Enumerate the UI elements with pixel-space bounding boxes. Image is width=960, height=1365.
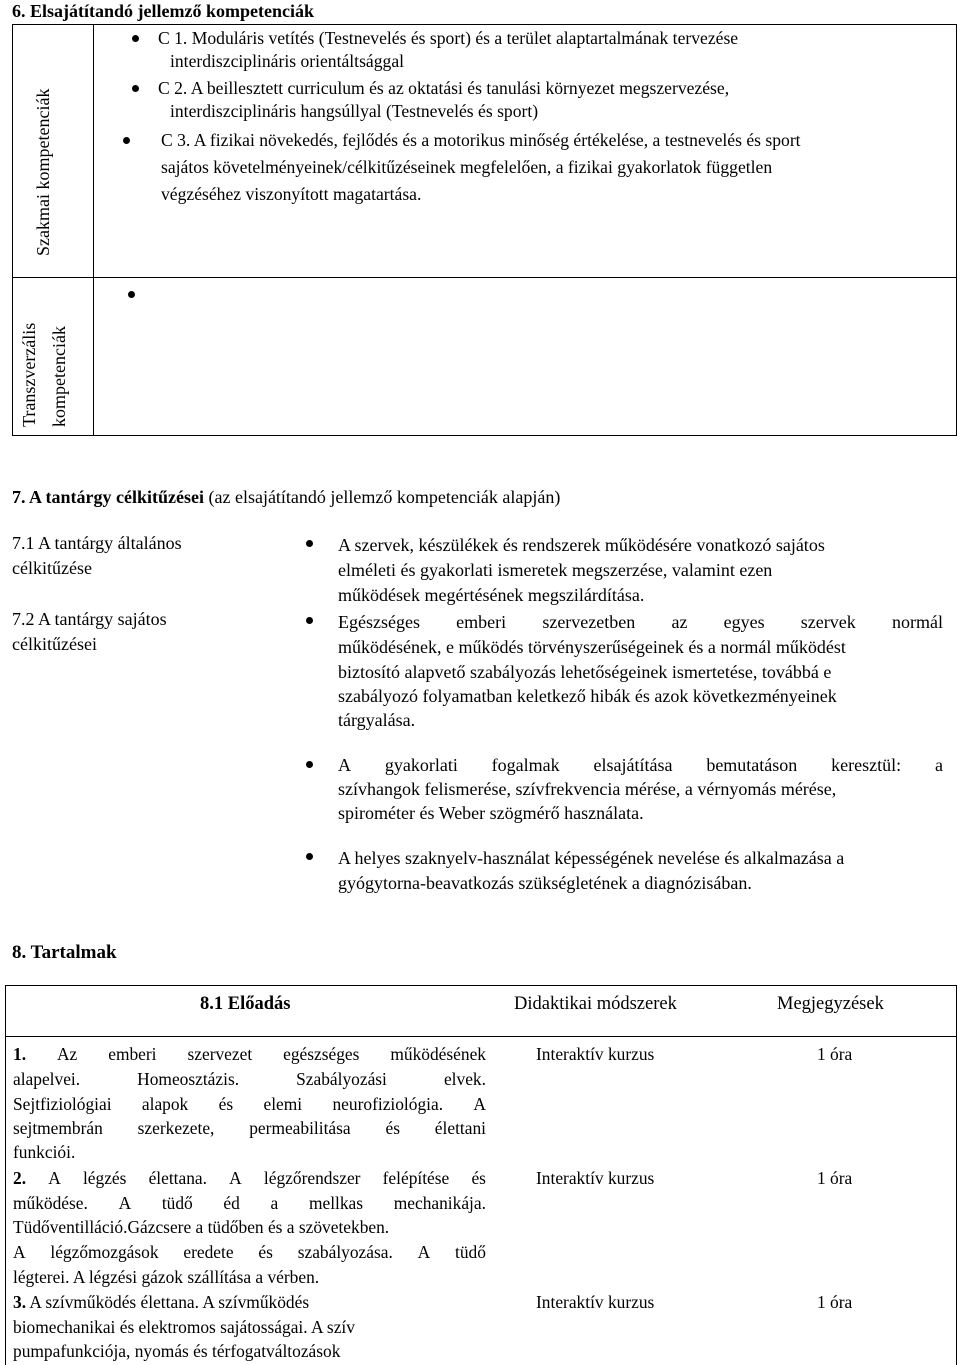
word: A	[338, 755, 351, 775]
row-2-line-1	[13, 1166, 486, 1191]
specific-objective-label-1: 7.2 A tantárgy sajátos	[12, 609, 167, 629]
general-objective-label-1: 7.1 A tantárgy általános	[12, 533, 182, 553]
word: mellkas	[308, 1193, 364, 1213]
word: éd	[223, 1193, 240, 1213]
word: és	[258, 1242, 273, 1262]
bullet-objective-1	[306, 540, 313, 547]
transzverzalis-label-1: Transzverzális	[19, 322, 39, 427]
row-2-line-4	[13, 1240, 486, 1265]
word: működése.	[13, 1193, 88, 1213]
word: elvek.	[443, 1069, 486, 1089]
bullet-c2	[132, 85, 139, 92]
word: emberi	[456, 612, 507, 632]
objective-4-line-2: gyógytorna-beavatkozás szükségletének a diagnózisában.	[338, 873, 752, 893]
word: neurofiziológia.	[332, 1094, 444, 1114]
row-3-line-3: pumpafunkciója, nyomás és térfogatváltozások	[13, 1341, 341, 1361]
row-2-line-2	[13, 1191, 486, 1216]
col-header-didaktikai: Didaktikai módszerek	[514, 994, 677, 1014]
bullet-objective-2	[306, 617, 313, 624]
competence-table	[12, 24, 957, 436]
word: sejtmembrán	[13, 1118, 103, 1138]
word: Az	[57, 1044, 78, 1064]
transzverzalis-label-2: kompetenciák	[49, 326, 69, 427]
row-1-line-2	[13, 1067, 486, 1092]
word: légzés	[82, 1168, 127, 1188]
objective-3-line-3: spirométer és Weber szögmérő használata.	[338, 803, 644, 823]
section-6-title: 6. Elsajátítandó jellemző kompetenciák	[12, 1, 314, 21]
row-divider	[13, 277, 956, 278]
word: A	[48, 1168, 61, 1188]
szakmai-kompetenciak-label: Szakmai kompetenciák	[33, 88, 53, 256]
c2-line-1: C 2. A beillesztett curriculum és az oktatási és tanulási környezet megszervezése,	[158, 78, 730, 98]
word: keresztül:	[831, 755, 902, 775]
word: tüdő	[161, 1193, 193, 1213]
word: eredete	[183, 1242, 234, 1262]
word: egészséges	[283, 1044, 360, 1064]
section-7-title	[12, 484, 560, 510]
word: A	[13, 1242, 26, 1262]
objective-1-line-2: elméleti és gyakorlati ismeretek megszerzése, valamint ezen	[338, 560, 773, 580]
word: működésének	[390, 1044, 486, 1064]
word: bemutatáson	[706, 755, 798, 775]
word: és	[385, 1118, 400, 1138]
word: gyakorlati	[384, 755, 458, 775]
word: szervezet	[187, 1044, 253, 1064]
objective-1-line-1: A szervek, készülékek és rendszerek működésére vonatkozó sajátos	[338, 535, 825, 555]
objective-1-line-3: működések megértésének megszilárdítása.	[338, 585, 645, 605]
word: egyes	[723, 612, 765, 632]
objective-2-line-1	[338, 609, 943, 635]
row-2-line-5: légterei. A légzési gázok szállítása a vérben.	[13, 1267, 320, 1287]
word: légzőmozgások	[50, 1242, 159, 1262]
word: felépítése	[382, 1168, 450, 1188]
section-7-title-bold: 7. A tantárgy célkitűzései	[12, 487, 204, 507]
word: szerkezete,	[137, 1118, 215, 1138]
word: elsajátítása	[593, 755, 673, 775]
word: légzőrendszer	[263, 1168, 361, 1188]
row-3-number: 3.	[13, 1292, 27, 1312]
bullet-transzverzalis	[128, 291, 135, 298]
word: szervek	[800, 612, 856, 632]
word: alapelvei.	[13, 1069, 81, 1089]
col-header-megjegyzesek: Megjegyzések	[777, 994, 884, 1014]
word: a	[934, 755, 943, 775]
row-2-number: 2.	[13, 1168, 27, 1188]
bullet-objective-3	[306, 761, 313, 768]
section-7-title-rest: (az elsajátítandó jellemző kompetenciák alapján)	[203, 487, 561, 507]
objective-2-line-3: biztosító alapvető szabályozás lehetőségeinek ismertetése, továbbá e	[338, 662, 832, 682]
row-1-method: Interaktív kurzus	[536, 1044, 655, 1064]
row-1-number: 1.	[13, 1044, 27, 1064]
row-2-line-3: Tüdőventilláció.Gázcsere a tüdőben és a szövetekben.	[13, 1217, 390, 1237]
objective-2-line-5: tárgyalása.	[338, 710, 416, 730]
word: alapok	[141, 1094, 189, 1114]
word: A	[417, 1242, 431, 1262]
row-3-line-2: biomechanikai és elektromos sajátosságai. A szív	[13, 1317, 355, 1337]
word: A	[118, 1193, 132, 1213]
word: élettana.	[148, 1168, 207, 1188]
col-header-eloadas: 8.1 Előadás	[200, 994, 291, 1014]
row-3-note: 1 óra	[817, 1292, 853, 1312]
word: szabályozása.	[297, 1242, 393, 1262]
objective-2-line-4: szabályozó folyamatban keletkező hibák és azok következményeinek	[338, 686, 837, 706]
objective-2-line-2: működésének, e működés törvényszerűségeinek és a normál működést	[338, 637, 846, 657]
word: Szabályozási	[296, 1069, 387, 1089]
word: Egészséges	[338, 612, 420, 632]
word: az	[671, 612, 688, 632]
word: élettani	[434, 1118, 486, 1138]
word: tüdő	[455, 1242, 486, 1262]
row-2-method: Interaktív kurzus	[536, 1168, 655, 1188]
objective-3-line-1	[338, 752, 943, 778]
word: szervezetben	[542, 612, 636, 632]
word: normál	[891, 612, 943, 632]
bullet-c3	[123, 137, 130, 144]
word: és	[471, 1168, 486, 1188]
section-8-title: 8. Tartalmak	[12, 942, 117, 963]
specific-objective-label-2: célkitűzései	[12, 634, 97, 654]
word: Sejtfiziológiai	[13, 1094, 112, 1114]
c3-line-3: végzéséhez viszonyított magatartása.	[161, 184, 422, 204]
word: elemi	[263, 1094, 303, 1114]
word: A	[229, 1168, 242, 1188]
word: Homeosztázis.	[137, 1069, 240, 1089]
bullet-c1	[132, 35, 139, 42]
objective-4-line-1: A helyes szaknyelv-használat képességének nevelése és alkalmazása a	[338, 848, 845, 868]
row-3-line-1-text: A szívműködés élettana. A szívműködés	[26, 1292, 310, 1312]
header-row-divider	[6, 1036, 956, 1037]
word: és	[218, 1094, 234, 1114]
word: permeabilitása	[249, 1118, 351, 1138]
c1-line-1: C 1. Moduláris vetítés (Testnevelés és sport) és a terület alaptartalmának tervezése	[158, 28, 739, 48]
word: mechanikája.	[393, 1193, 486, 1213]
c1-line-2: interdiszciplináris orientáltsággal	[170, 51, 405, 71]
word: A	[473, 1094, 486, 1114]
row-1-line-1	[13, 1042, 486, 1067]
contents-table	[5, 985, 957, 1365]
row-1-line-3	[13, 1092, 486, 1117]
word: a	[270, 1193, 279, 1213]
column-divider	[93, 25, 94, 435]
c3-line-2: sajátos követelményeinek/célkitűzéseinek megfelelően, a fizikai gyakorlatok független	[161, 157, 773, 177]
word: emberi	[108, 1044, 157, 1064]
row-1-note: 1 óra	[817, 1044, 853, 1064]
row-2-note: 1 óra	[817, 1168, 853, 1188]
general-objective-label-2: célkitűzése	[12, 558, 92, 578]
c3-line-1: C 3. A fizikai növekedés, fejlődés és a motorikus minőség értékelése, a testnevelés és sport	[161, 130, 801, 150]
row-1-line-5: funkciói.	[13, 1142, 76, 1162]
objective-3-line-2: szívhangok felismerése, szívfrekvencia mérése, a vérnyomás mérése,	[338, 779, 837, 799]
word: fogalmak	[491, 755, 560, 775]
row-1-line-4	[13, 1116, 486, 1141]
row-3-line-1	[13, 1290, 309, 1315]
c2-line-2: interdiszciplináris hangsúllyal (Testnevelés és sport)	[170, 101, 539, 121]
bullet-objective-4	[306, 853, 313, 860]
row-3-method: Interaktív kurzus	[536, 1292, 655, 1312]
